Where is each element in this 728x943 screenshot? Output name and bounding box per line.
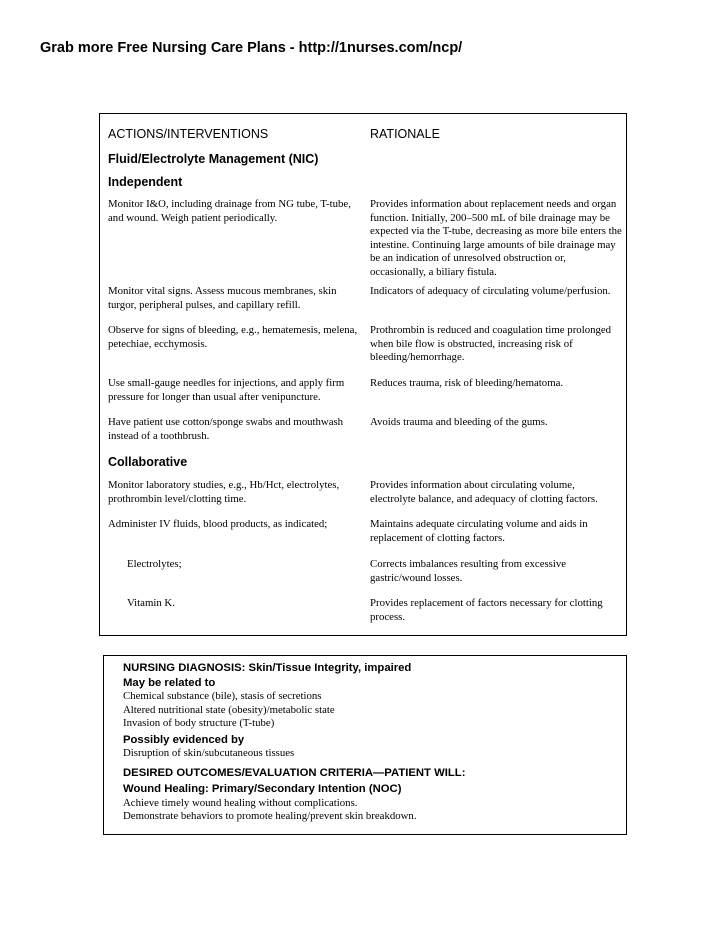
action-text: Monitor vital signs. Assess mucous membranes, skin turgor, peripheral pulses, and capillary refill.	[108, 285, 337, 311]
section-title: Fluid/Electrolyte Management (NIC)	[108, 152, 319, 166]
diagnosis-title: NURSING DIAGNOSIS: Skin/Tissue Integrity, impaired	[123, 662, 412, 674]
action-text: Have patient use cotton/sponge swabs and mouthwash instead of a toothbrush.	[108, 416, 344, 442]
noc-item: Demonstrate behaviors to promote healing/prevent skin breakdown.	[123, 810, 417, 822]
header-actions: ACTIONS/INTERVENTIONS	[108, 127, 269, 141]
header-rationale: RATIONALE	[370, 127, 440, 141]
related-item: Altered nutritional state (obesity)/metabolic state	[123, 704, 335, 716]
rationale-text: Provides information about circulating volume, electrolyte balance, and adequacy of clotting factors.	[370, 479, 598, 505]
noc-label: Wound Healing: Primary/Secondary Intention (NOC)	[123, 783, 402, 795]
evidenced-label: Possibly evidenced by	[123, 734, 245, 746]
rationale-text: Provides replacement of factors necessary for clotting process.	[370, 597, 603, 623]
action-text: Vitamin K.	[127, 597, 175, 609]
related-item: Invasion of body structure (T-tube)	[123, 717, 275, 729]
outcomes-label: DESIRED OUTCOMES/EVALUATION CRITERIA—PATIENT WILL:	[123, 767, 466, 779]
action-text: Observe for signs of bleeding, e.g., hematemesis, melena, petechiae, ecchymosis.	[108, 324, 358, 350]
evidenced-item: Disruption of skin/subcutaneous tissues	[123, 747, 295, 759]
rationale-text: Maintains adequate circulating volume and aids in replacement of clotting factors.	[370, 518, 588, 544]
noc-item: Achieve timely wound healing without complications.	[123, 797, 358, 809]
action-text: Electrolytes;	[127, 558, 182, 570]
action-text: Administer IV fluids, blood products, as indicated;	[108, 518, 328, 530]
action-text: Monitor I&O, including drainage from NG tube, T-tube, and wound. Weigh patient periodically.	[108, 198, 351, 224]
rationale-text: Prothrombin is reduced and coagulation time prolonged when bile flow is obstructed, increasing risk of bleeding/hemorrhage.	[370, 324, 612, 364]
action-text: Use small-gauge needles for injections, and apply firm pressure for longer than usual after venipuncture.	[108, 377, 345, 403]
rationale-text: Indicators of adequacy of circulating volume/perfusion.	[370, 285, 611, 297]
related-item: Chemical substance (bile), stasis of secretions	[123, 690, 322, 702]
label-collaborative: Collaborative	[108, 455, 188, 469]
page-banner: Grab more Free Nursing Care Plans - http://1nurses.com/ncp/	[40, 40, 463, 56]
related-label: May be related to	[123, 677, 216, 689]
rationale-text: Avoids trauma and bleeding of the gums.	[370, 416, 548, 428]
action-text: Monitor laboratory studies, e.g., Hb/Hct, electrolytes, prothrombin level/clotting time.	[108, 479, 340, 505]
rationale-text: Provides information about replacement needs and organ function. Initially, 200–500 mL of bile drainage may be expected via the T-tube, decreasing as more bile enters the intestine. Continuing large amounts of bile drainage may be an indication of unresolved obstruction or, occasionally, a biliary fistula.	[370, 198, 622, 278]
rationale-text: Reduces trauma, risk of bleeding/hematoma.	[370, 377, 564, 389]
rationale-text: Corrects imbalances resulting from excessive gastric/wound losses.	[370, 558, 567, 584]
label-independent: Independent	[108, 175, 183, 189]
